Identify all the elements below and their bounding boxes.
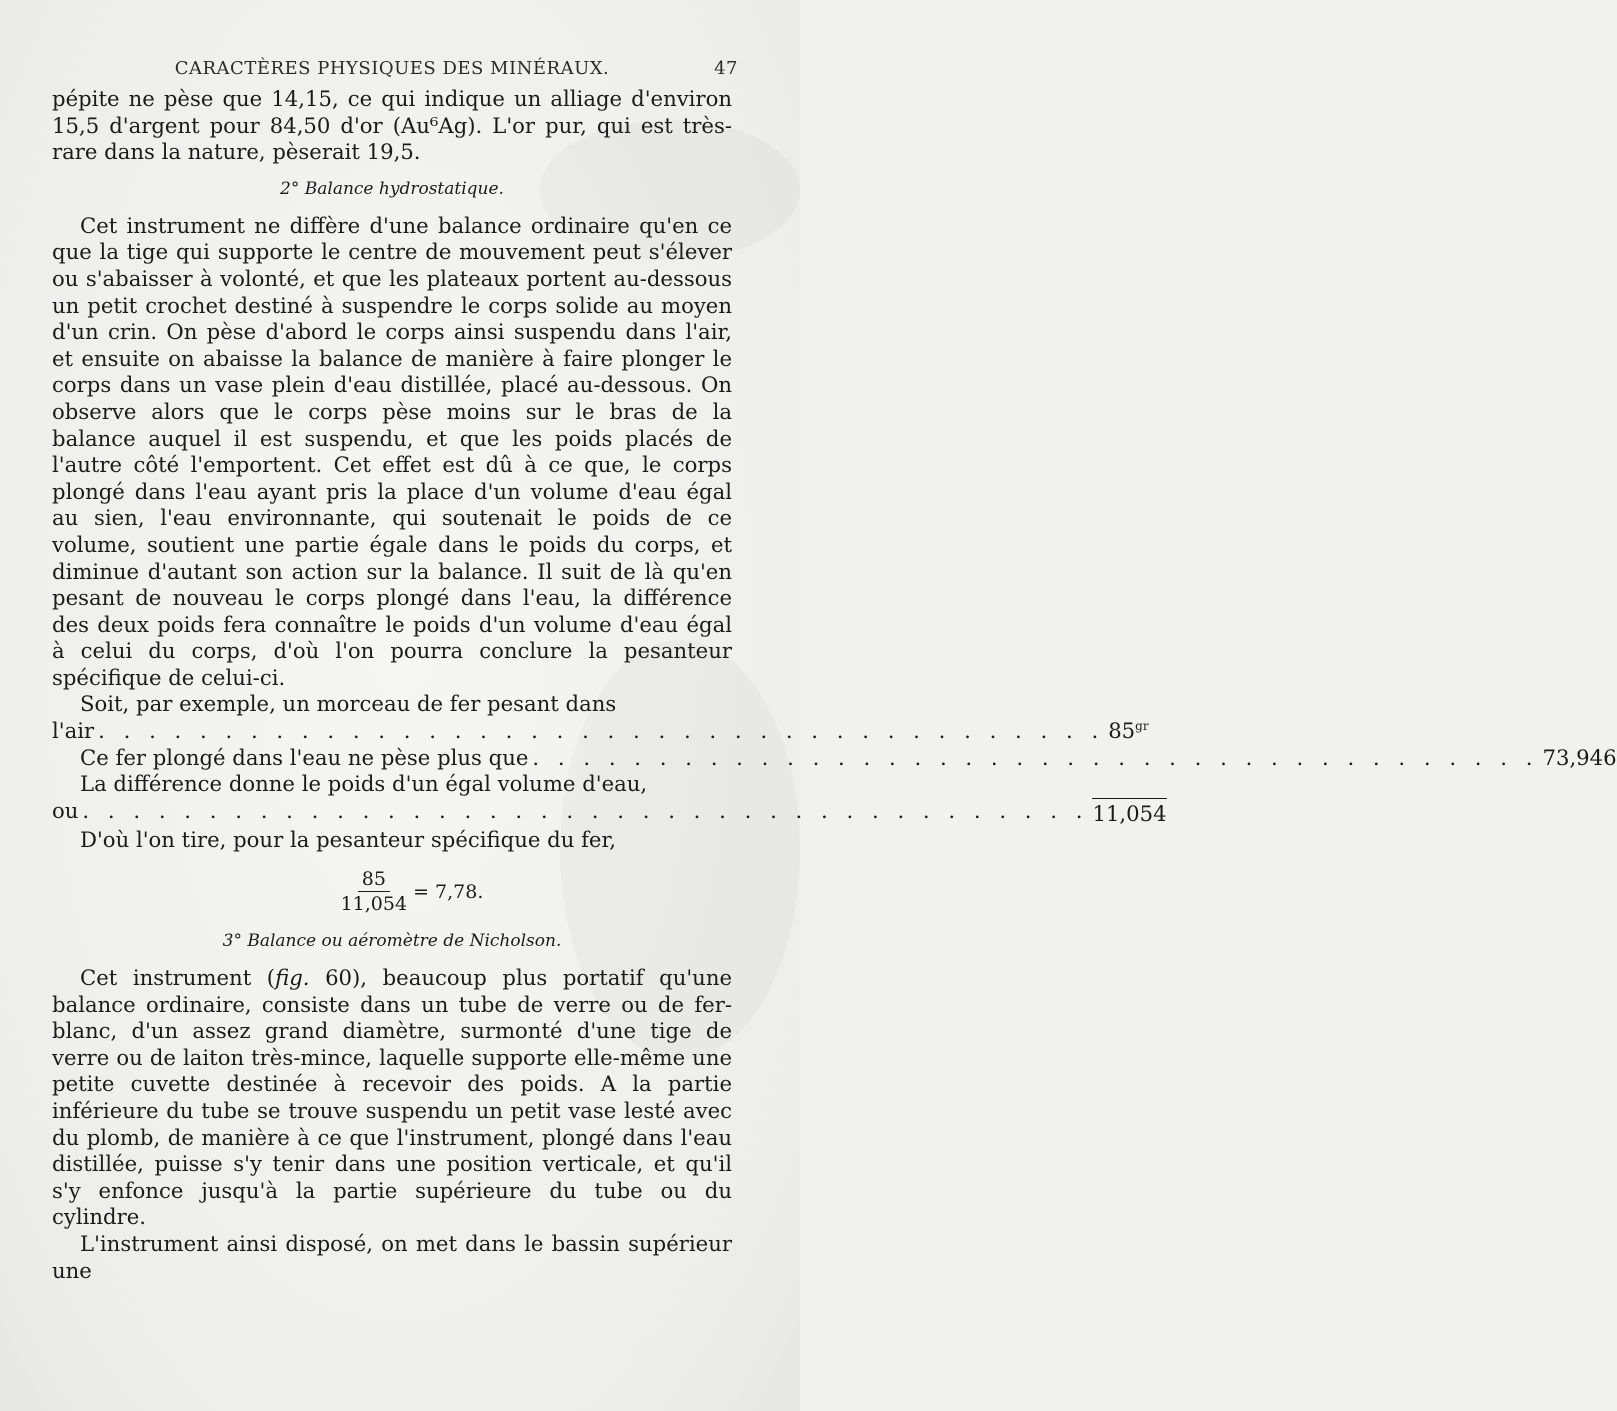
paragraph-difference-intro: La différence donne le poids d'un égal volume d'eau, bbox=[80, 771, 648, 797]
measurement-line-difference bbox=[52, 797, 1167, 828]
measurement-label-air: l'air bbox=[52, 718, 95, 744]
paragraph-example-intro: Soit, par exemple, un morceau de fer pesant dans bbox=[80, 691, 617, 717]
page-number: 47 bbox=[714, 58, 738, 79]
page-header bbox=[52, 58, 738, 86]
paragraph-hydrostatic-description: Cet instrument ne diffère d'une balance ordinaire qu'en ce que la tige qui supporte le centre de mouvement peut s'élever ou s'abaisser à volonté, et que les plateaux portent au-dessous un petit crochet destiné à suspendre le corps solide au moyen d'un crin. On pèse d'abord le corps ainsi suspendu dans l'air, et ensuite on abaisse la balance de manière à faire plonger le corps dans un vase plein d'eau distillée, placé au-dessous. On observe alors que le corps pèse moins sur le bras de la balance auquel il est suspendu, et que les poids placés de l'autre côté l'emportent. Cet effet est dû à ce que, le corps plongé dans l'eau ayant pris la place d'un volume d'eau égal au sien, l'eau environnante, qui soutenait le poids de ce volume, soutient une partie égale dans le poids du corps, et diminue d'autant son action sur la balance. Il suit de là qu'en pesant de nouveau le corps plongé dans l'eau, la différence des deux poids fera connaître le poids d'un volume d'eau égal à celui du corps, d'où l'on pourra conclure la pesanteur spécifique de celui-ci. bbox=[52, 212, 732, 690]
measurement-line-air bbox=[52, 718, 1149, 745]
running-title: CARACTÈRES PHYSIQUES DES MINÉRAUX. bbox=[174, 58, 610, 79]
section-heading-hydrostatic-balance: 2° Balance hydrostatique. bbox=[280, 178, 504, 199]
leader-dots: . . . . . . . . . . . . . . . . . . . . . . . . . . . . . . . . . . . . . . . . bbox=[82, 797, 1089, 823]
paragraph-conclusion: D'où l'on tire, pour la pesanteur spécifique du fer, bbox=[80, 827, 616, 853]
section-heading-nicholson: 3° Balance ou aéromètre de Nicholson. bbox=[222, 931, 562, 952]
measurement-line-immersed bbox=[52, 744, 1617, 772]
paragraph-continuation: pépite ne pèse que 14,15, ce qui indique un alliage d'environ 15,5 d'argent pour 84,50 d'or (Au⁶Ag). L'or pur, qui est très-rare dans la nature, pèserait 19,5. bbox=[52, 86, 732, 165]
measurement-value-air: $85^{gr}$ bbox=[1108, 718, 1149, 744]
paragraph-nicholson-description: Cet instrument (fig. 60), beaucoup plus portatif qu'une balance ordinaire, consiste dans un tube de verre ou de fer-blanc, d'un assez grand diamètre, surmonté d'une tige de verre ou de laiton très-mince, laquelle supporte elle-même une petite cuvette destinée à recevoir des poids. A la partie inférieure du tube se trouve suspendu un petit vase lesté avec du plomb, de manière à ce que l'instrument, plongé dans l'eau distillée, puisse s'y tenir dans une position verticale, et qu'il s'y enfonce jusqu'à la partie supérieure du tube ou du cylindre. bbox=[52, 965, 732, 1230]
unit-grams: gr bbox=[1135, 719, 1149, 733]
measurement-label-immersed: Ce fer plongé dans l'eau ne pèse plus que bbox=[80, 744, 529, 770]
paragraph-nicholson-continuation: L'instrument ainsi disposé, on met dans le bassin supérieur une bbox=[52, 1230, 732, 1283]
leader-dots: . . . . . . . . . . . . . . . . . . . . . . . . . . . . . . . . . . . . . . . . bbox=[98, 718, 1105, 744]
measurement-value-difference: 11,054 bbox=[1092, 798, 1166, 828]
leader-dots: . . . . . . . . . . . . . . . . . . . . . . . . . . . . . . . . . . . . . . . . bbox=[532, 744, 1539, 770]
specific-gravity-formula bbox=[92, 868, 732, 915]
formula-fraction bbox=[341, 868, 407, 915]
fraction-numerator: 85 bbox=[358, 868, 390, 892]
book-page bbox=[52, 58, 1617, 1284]
measurement-value-immersed: 73,946 bbox=[1542, 744, 1617, 770]
formula-result: = 7,78. bbox=[413, 880, 484, 903]
fraction-denominator: 11,054 bbox=[340, 893, 408, 916]
figure-reference: fig. bbox=[275, 965, 310, 991]
measurement-label-difference: ou bbox=[52, 797, 79, 823]
